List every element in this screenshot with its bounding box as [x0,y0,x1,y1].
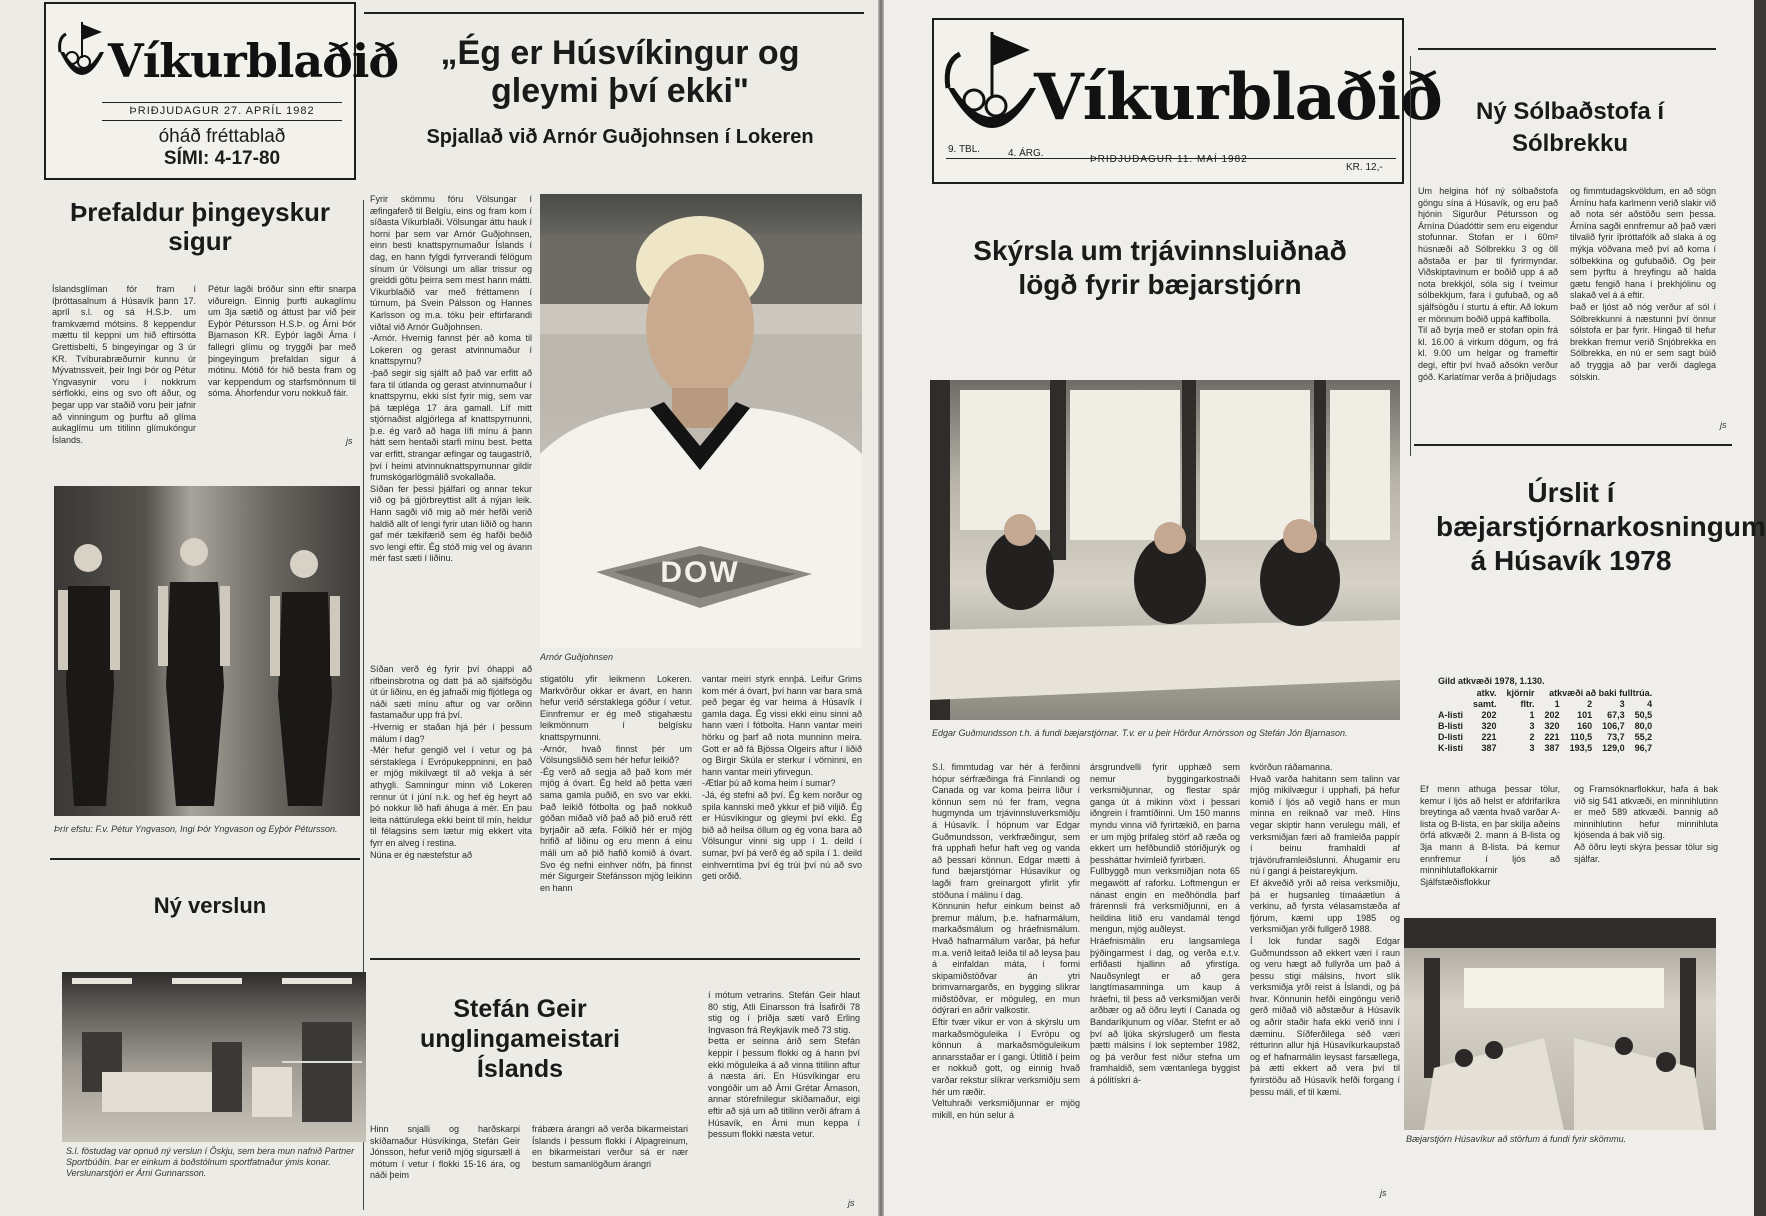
interview-col-b: Síðan verð ég fyrir því óhappi að rifbeinsbrotna og datt þá að sjálfsögðu út úr liðinu, en ég jafnaði mig fljótlega og náði sæti mínu aftur og var orðinn fastamaður upp frá því. -Hvernig er staðan hjá þér í þessum málum í dag? -Mér hefur gengið vel í vetur og þá sérstaklega í Evrópukeppninni, en það er mjög mikilvægt til að vekja á sér athygli. Samningur minn við Lokeren rennur út í júní n.k. og hef ég heyrt að þó nokkur lið hafi áhuga á mér. En þau leita náttúrulega ekki beint til mín, heldur til félagsins sem lætur mig ekkert vita fyrr en alveg í restina. Núna er ég næstefstur að [370,664,532,860]
meeting-photo-caption: Edgar Guðmundsson t.h. á fundi bæjarstjórnar. T.v. er u þeir Hörður Arnórsson og Stefán Jón Bjarnason. [932,728,1348,738]
report-col-c: kvörðun ráðamanna. Hvað varða hahitann sem talinn var mjög mikilvægur í upphafi, þá hefur komið í ljós að vegið hans er mun minna en reiknað var með. Hins vegar skiptir hann verulegu máli, ef verksmiðjan færi að framleiða pappír í beinu framhaldi af trjávöruframleiðslunni. Áhugamir eru nú í gangi á þeistareykjum. Ef ákveðið yrði að reisa verksmiðju, þá er hugsanleg tímaáætlun á verkinu, að fyrsta vélasamstæða af fjórum, kæmi upp 1985 og verksmiðjan yrði fullgerð 1988. Í lok fundar sagði Edgar Guðmundsson að ekkert væri í raun og veru hægt að fullyrða um það á þessu stigi málsins, hvort slík verksmiðja yrði reist á Íslandi, og þá hvar. Könnunin hefði eingöngu verið gerð miðað við aðstæður á Húsavík og aðrir staðir hafa ekki verið inni í dæminu. Síðferðilega séð væri rétturinn allur hjá Húsavíkurkaupstað og ef hafnarmálin leysast farsællega, þá ætti ekkert að vera því til fyrirstöðu að Húsavík hefði forgang í þessu máli, ef til kæmi. [1250,762,1400,1097]
results-cell: 73,7 [1607,732,1625,742]
sport-body-col2: Pétur lagði bróður sinn eftir snarpa viðureign. Einnig þurfti aukaglímu um 3ja sætið og áttust þar við þeir Eyþór Pétursson H.S.Þ. og Árni Þór Bjarnason KR. Eyþór lagði Árna í fallegri glímu og tryggði þar með þingeyingum þrefaldan sigur á mótinu. Mótið fór hið besta fram og var keppendum og starfsmönnum til sóma. Áhorfendur voru nokkuð fáir. [208,284,356,399]
left-page [0,0,878,1216]
sport-headline: Þrefaldur þingeyskur sigur [69,197,331,256]
section-rule [50,858,360,860]
top-rule [1418,48,1716,50]
arnor-photo [540,194,862,648]
results-cell: 101 [1577,710,1593,720]
tanning-headline: Ný Sólbaðstofa í Sólbrekku [1475,98,1665,157]
masthead-logo-text: Víkurblaðið [1034,60,1442,135]
results-cell: 387 [1481,743,1497,753]
results-cell: 193,5 [1569,743,1593,753]
results-row [1438,732,1657,743]
results-cell: 320 [1481,721,1497,731]
masthead-logo-text: Víkurblaðið [108,34,398,88]
results-cell: 160 [1577,721,1593,731]
arnor-photo-caption: Arnór Guðjohnsen [540,652,614,662]
masthead-left [44,2,398,180]
ski-col-b: frábæra árangri að verða bikarmeistari Íslands í þessum flokki í Alpagreinum, en bikarmeistari verður sá er nær bestum samanlögðum árangri [532,1124,688,1169]
results-list-name: D-listi [1438,732,1464,742]
meeting-photo [930,380,1400,720]
results-cell: 202 [1481,710,1497,720]
results-cell: 202 [1544,710,1560,720]
results-header-cell: 3 [1619,699,1625,709]
results-cell: 67,3 [1607,710,1625,720]
results-header-cell: fltr. [1520,699,1535,709]
election-col-a: Ef menn athuga þessar tölur, kemur í ljós að helst er afdrifaríkra breytinga að vænta hvað varðar A-lista og B-lista, en þar skilja aðeins örfá atkvæði 2. mann á B-lista og 3ja mann á B-lista. Þá kemur ennfremur í ljós að minnihlutaflokkarnir Sjálfstæðisflokkur [1420,784,1560,887]
section-rule [1414,444,1732,446]
results-header-cell [1438,699,1468,710]
results-cell: 80,0 [1634,721,1653,731]
sport-body-col1: Íslandsglíman fór fram í íþróttasalnum á Húsavík þann 17. apríl s.l. og sá H.S.Þ. um framkvæmd mótsins. 8 keppendur mættu til keppni um hið eftirsótta Grettisbelti, 5 bingeyingar og 3 úr KR. Tvíburabræðurnir kunnu úr Mývatnssveit, þeir Ingi Þór og Pétur Yngvasynir voru í nokkrum sérflokki, eins og svo oft áður, og þegar upp var staðið voru þeir jafnir að vinningum og þurftu að glíma aukaglímu um titilinn glímukóngur Íslands. [52,284,196,445]
results-header-cell: 1 [1554,699,1560,709]
interview-headline: „Ég er Húsvíkingur og gleymi því ekki" [440,34,800,110]
election-col-b: og Framsóknarflokkur, hafa á bak við sig 541 atkvæði, en minnihlutinn er með 589 atkvæði. Þannig að minnihlutinn hefur minnihluta kjósenda á bak við sig. Að öðru leyti skýra þessar tölur sig sjálfar. [1574,784,1718,864]
results-cell: 50,5 [1634,710,1653,720]
tanning-col-b: og fimmtudagskvöldum, en að sögn Árnínu hafa karlmenn verið slakir við að nota sér aðstöðu sem þessa. Árnína sagði ennfremur að það væri tilvalið fyrir íþróttafólk að slaka á og mýkja vöðvana með því að koma í sólbekkina og gufubaðið. Og þeir sem þyrftu á hreyfingu að halda gætu fengið hana í þrekhjólinu og slakað vel á á eftir. Það er ljóst að nóg verður af sól í Sólbrekkunni á næstunni því önnur sólstofa er þar fyrir. Hingað til hefur brekkan fremur verið Snjóbrekka en Sólbrekka, en nú er sem sagt búið að tryggja að þar verði daglega sólskin. [1570,186,1716,382]
tanning-signature: js [1720,420,1727,430]
ski-col-c: í mótum vetrarins. Stefán Geir hlaut 80 stig, Atli Einarsson frá Ísafirði 78 stig og í þriðja sæti varð Erling Ingvason frá Reykjavík með 73 stig. Þetta er seinna árið sem Stefán keppir í þessum flokki og á hann því ekki möguleika á að vinna titilinn aftur á næsta ári. En Húsvíkingar eru vongóðir um að Árni Grétar Árnason, annar stórefnilegur skíðamaður, eigi eftir að sjá um að titilinn verði áfram á Húsavík, en Árni mun keppa í þessum flokki næsta vetur. [708,990,860,1140]
election-results-table [1438,676,1718,754]
results-header-cell: samt. [1473,699,1497,709]
results-cell: 106,7 [1602,721,1625,731]
masthead-issue: 9. TBL. [948,144,981,155]
report-signature: js [1380,1188,1387,1198]
election-headline: Úrslit í bæjarstjórnarkosningum á Húsavík 1978 [1436,477,1766,576]
results-cell: 55,2 [1634,732,1653,742]
results-header-cell: 2 [1587,699,1593,709]
interview-col-d: vantar meiri styrk ennþá. Leifur Grims kom mér á óvart, því hann var bara smá peð þegar ég var heima á Húsavík í gamla daga. Ég vissi ekki einu sinni að hann væri í fótbolta. Hann vantar meiri hörku og þarf að nota munninn meira. Gott er að fá Bjössa Olgeirs aftur í liðið og Birgir Skúla er sterkur í vörninni, en hann vantar meiri yfirvegun. -Ætlar þú að koma heim í sumar? -Já, ég stefni að því. Ég kem norður og spila kannski með ykkur ef þið viljið. Ég er Húsvíkingur og gleymi því ekki. Ég bið að heilsa öllum og ég vona bara að Völsungur vinni sig upp í 1. deild í sumar, því þá verð ég að spila í 1. deild einhverntíma því ég trúi því nú að svo geti orðið. [702,674,862,882]
interview-col-a: Fyrir skömmu fóru Völsungar í æfingaferð til Belgíu, eins og fram kom í síðasta Víkurblaði. Völsungar áttu hauk í horni þar sem var Arnór Guðjohnsen, einn besti knattspyrnumaður Íslands í dag, en hann fylgdi fyrrverandi félögum sínum úr Völsungi um allar trissur og greiddi götu þeirra sem mest hann mátti. Víkurblaðið var með fréttamenn í túrnum, þá Svein Pálsson og Hannes Karlsson og m.a. tóku þeir eftirfarandi viðtal við Arnór Guðjohnsen. -Arnór. Hvernig fannst þér að koma til Lokeren og gerast atvinnumaður í knattspyrnu? -það segir sig sjálft að það var erfitt að fara til útlanda og gerast atvinnumaður í knattspyrnu, ekki síst fyrir mig, sem var þá tæpléga 17 ára gamall. Líf mitt stjórnaðist algjörlega af knattspyrnunni, þ.e. ég varð að haga lífi mínu á þann hátt sem hentaði starfi mínu best. Þetta var erfitt, strangar æfingar og taugastríð, því í heimi atvinnuknattspyrnunnar gildir frumskógarlögmálið svokallaða. Síðan fer þessi þjálfari og annar tekur við og þá gjörbreyttist allt á nýjan leik. Hann sagði við mig að mér hefði verið haldið allt of lengi fyrir utan liðið og hann gaf mér tækifærið sem ég hafði beðið svo lengi eftir. Ég stóð mig vel og ávann mér fast sæti í liðinu. [370,194,532,564]
shop-headline: Ný verslun [153,893,267,918]
council-photo [1404,918,1716,1130]
interview-subheadline: Spjallað við Arnór Guðjohnsen í Lokeren [426,126,814,148]
shop-photo-caption: S.l. föstudag var opnuð ný verslun í Öskju, sem bera mun nafnið Partner Sportbúðin. Þar er einkum á boðstólnum sportfatnaður ýmis konar. Verslunarstjóri er Árni Gunnarsson. [66,1146,355,1178]
results-cell: 110,5 [1570,732,1593,742]
council-photo-caption: Bæjarstjórn Húsavíkur að störfum á fundi fyrir skömmu. [1406,1134,1627,1144]
results-cell: 320 [1544,721,1560,731]
results-table-title: Gild atkvæði 1978, 1.130. [1438,676,1545,686]
wrestlers-photo [54,486,360,816]
column-rule [1410,56,1411,456]
results-row [1438,710,1657,721]
results-header-cell: kjörnir [1506,688,1535,698]
results-header-cell: atkv. [1476,688,1497,698]
masthead-year: 4. ÁRG. [1008,148,1044,159]
results-table [1438,688,1657,754]
results-cell: 387 [1544,743,1560,753]
right-page [884,0,1766,1216]
results-cell: 96,7 [1634,743,1653,753]
ski-headline: Stefán Geir unglingameistari Íslands [419,995,621,1083]
results-row [1438,743,1657,754]
ski-col-a: Hinn snjalli og harðskarpi skíðamaður Húsvíkinga, Stefán Geir Jónsson, hefur verið mjög sigursæll á mótum í vetur í flokki 15-16 ára, og náði þeim [370,1124,520,1181]
ski-signature: js [848,1198,855,1208]
results-cell: 2 [1529,732,1535,742]
shop-photo [62,972,366,1142]
sport-photo-caption: Þrír efstu: F.v. Pétur Yngvason, Ingi Þór Yngvason og Eyþór Pétursson. [54,824,338,834]
results-header-row [1438,688,1657,699]
tanning-col-a: Um helgina hóf ný sólbaðstofa göngu sína á Húsavík, og eru það hjónin Sigurður Pétursson og Árnína Dúadóttir sem eru eigendur stofunnar. Stofan er í 60m² húsnæði að Sólbrekku 3 og öll aðstaða er þar til fyrirmyndar. Viðskiptavinum er boðið upp á að nota brekkjól, sóla sig í tveimur sólbekkjum, fara í gufubað, og að sjálfsögðu í sturtu á eftir. Að lokum er mönnum boðið uppá kaffibolla. Til að byrja með er stofan opin frá kl. 16.00 á virkum dögum, og frá kl. 9.00 um helgar og frameftir degi, eftir því hvað aðsókn verður góð. Karlatímar verða á þriðjudags [1418,186,1558,382]
results-header-row [1438,699,1657,710]
masthead-divider-2 [102,120,342,121]
results-list-name: K-listi [1438,743,1464,753]
masthead-phone: SÍMI: 4-17-80 [163,148,281,169]
interview-col-c: stigatölu yfir leikmenn Lokeren. Markvörður okkar er ávart, en hann hefur verið sérstaklega góður í vetur. Einnfremur er ég með stigahæstu leikmönnum í belgísku knattspyrnunni. -Arnór, hvað finnst þér um Völsungsliðið sem hér hefur leikið? -Ég verð að segja að það kom mér mjög á óvart. Ég held að þetta væri sama gamla puðið, en svo var ekki. Það leikið fótbolta og það nokkuð góðan miðað við það að þið eruð rétt byrjaðir að æfa. Fólkið hér er mjög hrifið af liðinu og eru menn á einu máli um að þið hafið komið á óvart. Svo ég nefni einhver nöfn, þá finnst mér Sigurgeir Stefánsson mjög leikinn en hann [540,674,692,893]
logo-ship-icon [56,18,108,94]
masthead-tagline: óháð fréttablað [158,126,286,147]
sport-signature: js [346,436,353,446]
masthead-right [932,18,1442,184]
section-rule-2 [370,958,860,960]
results-cell: 221 [1544,732,1560,742]
masthead-date: ÞRIÐJUDAGUR 27. APRÍL 1982 [129,105,315,117]
report-col-b: ársgrundvelli fyrir upphæð sem nemur byggingarkostnaði verksmiðjunnar, og flestar spár ganga út á mikinn vöxt í þessari iðngrein í framtíðinni. Um 150 manns myndu vinna við fyrirtækið, en þarna er um mjög þrifaleg störf að ræða og ekkert um hefðbundið stóriðjurýk og þessháttar hvimleið fyrirbæri. Fullbyggð mun verksmiðjan nota 65 megawött af raforku. Loftmengun er nánast engin en meðhöndla þarf frárennsli frá verksmiðjunni, en á heildina litið eru vandamál tengd mengun, mjög auðleyst. Hráefnismálin eru langsamlega þýðingarmest í dag, og verða e.t.v. erfiðasti hjallinn að yfirstíga. Nauðsynlegt er að gera langtímasamninga um kaup á hráefni, til þess að verksmiðjan verði arðbær og að öðru leyti í Canada og Bandaríkjunum og víðar. Stefnt er að því að ljúka skýrslugerð um flesta þætti málsins í lok september 1982, og þá verður fest niður stefna um framhaldið, sem væntanlega byggist á pólitískri á- [1090,762,1240,1086]
shirt-logo-text: DOW [660,556,740,589]
results-header-cell: 4 [1647,699,1653,709]
results-list-name: B-listi [1438,721,1464,731]
results-header-cell [1438,688,1468,699]
results-cell: 3 [1529,743,1535,753]
masthead-date: ÞRIÐJUDAGUR 11. MAÍ 1982 [1090,154,1248,165]
results-cell: 1 [1529,710,1535,720]
results-cell: 3 [1529,721,1535,731]
top-rule [364,12,864,14]
masthead-price: KR. 12,- [1346,162,1383,173]
report-col-a: S.l. fimmtudag var hér á ferðinni hópur sérfræðinga frá Finnlandi og Canada og var koma þeirra liður í könnun sem nú fer fram, vegna hugmynda um trjávinnsluverksmiðju á Húsavík. Í hópnum var Edgar Guðmundsson, verkfræðingur, sem frá upphafi hefur haft veg og vanda að þessari könnun. Edgar mætti á fund bæjarstjórnar Húsavíkur og lagði fram greinargott yfirlit yfir stöðuna í málinu í dag. Könnunin hefur einkum beinst að þremur málum, þ.e. hafnarmálum, markaðsmálum og hráefnismálum. Hvað hafnarmálum varðar, þá hefur m.a. verið leitað leiða til að leysa þau á einfaldan máta, í formi skipamiðstöðvar án ytri brimvarnargarðs, en bygging slíkrar miðstöðvar, er möguleg, en mun ódýrari en aðrir valkostir. Eftir tvær vikur er von á skýrslu um markaðsmöguleika í Evrópu og könnun á markaðsmöguleikum annarsstaðar er í gangi. Útlitið í þeim er nokkuð gott, og einnig hvað varðar rekstur slíkrar verksmiðju sem hér um ræðir. Veltuhraði verksmiðjunnar er mjög mikill, en hún selur á [932,762,1080,1120]
logo-ship-icon [944,28,1040,148]
results-row [1438,721,1657,732]
masthead-divider [102,102,342,103]
results-cell: 129,0 [1602,743,1625,753]
results-header-cell: atkvæði að baki fulltrúa. [1549,688,1653,698]
results-list-name: A-listi [1438,710,1464,720]
results-cell: 221 [1481,732,1497,742]
report-headline: Skýrsla um trjávinnsluiðnað lögð fyrir bæjarstjórn [973,235,1347,300]
